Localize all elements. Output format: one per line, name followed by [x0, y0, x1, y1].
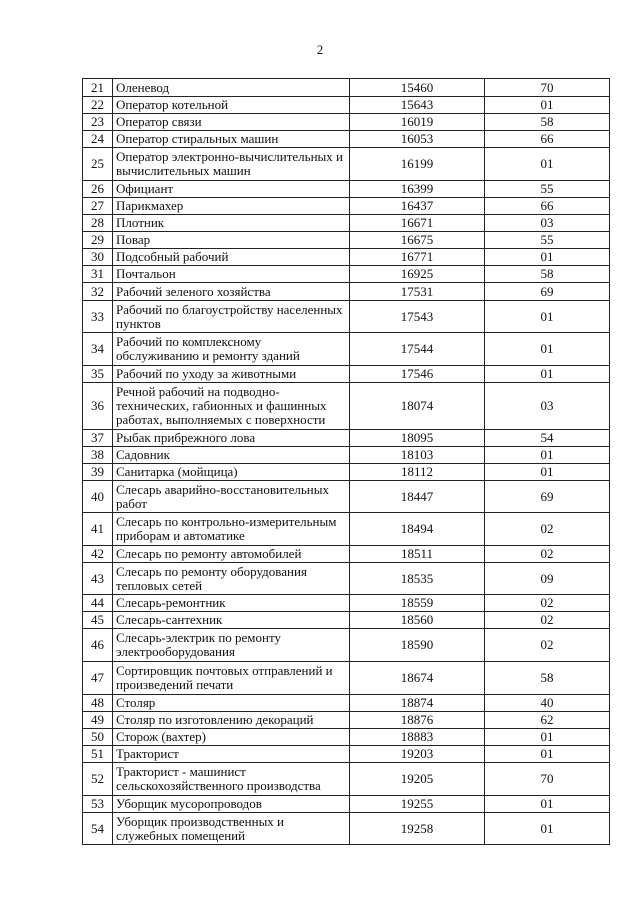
profession-name: Слесарь-ремонтник	[113, 595, 350, 612]
profession-name: Слесарь по контрольно-измерительным приборам и автоматике	[113, 513, 350, 546]
row-number: 23	[83, 114, 113, 131]
group-code: 02	[485, 546, 610, 563]
profession-name: Официант	[113, 181, 350, 198]
table-row	[83, 283, 610, 301]
table-row	[83, 181, 610, 198]
profession-code: 16399	[350, 181, 485, 198]
table-row	[83, 763, 610, 796]
profession-code: 16437	[350, 198, 485, 215]
row-number: 40	[83, 481, 113, 513]
table-row	[83, 464, 610, 481]
row-number: 47	[83, 662, 113, 695]
profession-name: Плотник	[113, 215, 350, 232]
row-number: 37	[83, 430, 113, 447]
table-row	[83, 629, 610, 662]
profession-code: 18535	[350, 563, 485, 595]
profession-code: 19258	[350, 813, 485, 845]
group-code: 69	[485, 481, 610, 513]
profession-name: Рабочий по уходу за животными	[113, 366, 350, 383]
table-row	[83, 301, 610, 333]
profession-code: 18112	[350, 464, 485, 481]
table-row	[83, 232, 610, 249]
profession-code: 16675	[350, 232, 485, 249]
group-code: 01	[485, 366, 610, 383]
table-row	[83, 215, 610, 232]
group-code: 66	[485, 131, 610, 148]
profession-name: Рабочий зеленого хозяйства	[113, 283, 350, 301]
group-code: 09	[485, 563, 610, 595]
profession-name: Оператор электронно-вычислительных и вычислительных машин	[113, 148, 350, 181]
group-code: 01	[485, 249, 610, 266]
row-number: 41	[83, 513, 113, 546]
table-row	[83, 366, 610, 383]
row-number: 26	[83, 181, 113, 198]
profession-code: 17544	[350, 333, 485, 366]
table-row	[83, 79, 610, 97]
group-code: 01	[485, 729, 610, 746]
group-code: 02	[485, 595, 610, 612]
profession-name: Рабочий по комплексному обслуживанию и ремонту зданий	[113, 333, 350, 366]
profession-code: 18560	[350, 612, 485, 629]
profession-code: 17546	[350, 366, 485, 383]
group-code: 55	[485, 181, 610, 198]
row-number: 45	[83, 612, 113, 629]
row-number: 54	[83, 813, 113, 845]
group-code: 62	[485, 712, 610, 729]
table-row	[83, 595, 610, 612]
group-code: 01	[485, 447, 610, 464]
row-number: 30	[83, 249, 113, 266]
row-number: 39	[83, 464, 113, 481]
group-code: 70	[485, 763, 610, 796]
row-number: 48	[83, 695, 113, 712]
group-code: 58	[485, 114, 610, 131]
row-number: 33	[83, 301, 113, 333]
table-row	[83, 712, 610, 729]
profession-name: Садовник	[113, 447, 350, 464]
profession-code: 18559	[350, 595, 485, 612]
profession-name: Подсобный рабочий	[113, 249, 350, 266]
profession-code: 16771	[350, 249, 485, 266]
group-code: 02	[485, 513, 610, 546]
group-code: 55	[485, 232, 610, 249]
profession-name: Сортировщик почтовых отправлений и произведений печати	[113, 662, 350, 695]
group-code: 01	[485, 301, 610, 333]
row-number: 35	[83, 366, 113, 383]
row-number: 51	[83, 746, 113, 763]
profession-code: 18447	[350, 481, 485, 513]
profession-name: Оператор котельной	[113, 97, 350, 114]
row-number: 53	[83, 796, 113, 813]
profession-code: 19255	[350, 796, 485, 813]
profession-name: Рыбак прибрежного лова	[113, 430, 350, 447]
row-number: 21	[83, 79, 113, 97]
professions-table-body	[83, 79, 610, 845]
group-code: 01	[485, 796, 610, 813]
group-code: 40	[485, 695, 610, 712]
row-number: 44	[83, 595, 113, 612]
group-code: 54	[485, 430, 610, 447]
profession-name: Слесарь по ремонту оборудования тепловых сетей	[113, 563, 350, 595]
row-number: 49	[83, 712, 113, 729]
row-number: 22	[83, 97, 113, 114]
profession-code: 18876	[350, 712, 485, 729]
group-code: 01	[485, 333, 610, 366]
row-number: 29	[83, 232, 113, 249]
profession-name: Столяр	[113, 695, 350, 712]
profession-code: 19203	[350, 746, 485, 763]
group-code: 03	[485, 383, 610, 430]
profession-code: 18883	[350, 729, 485, 746]
row-number: 31	[83, 266, 113, 283]
profession-name: Парикмахер	[113, 198, 350, 215]
profession-code: 16925	[350, 266, 485, 283]
table-row	[83, 430, 610, 447]
profession-name: Санитарка (мойщица)	[113, 464, 350, 481]
group-code: 03	[485, 215, 610, 232]
profession-code: 18674	[350, 662, 485, 695]
profession-code: 16019	[350, 114, 485, 131]
profession-code: 16053	[350, 131, 485, 148]
group-code: 01	[485, 148, 610, 181]
profession-code: 18074	[350, 383, 485, 430]
profession-code: 17543	[350, 301, 485, 333]
profession-name: Оленевод	[113, 79, 350, 97]
row-number: 46	[83, 629, 113, 662]
table-row	[83, 662, 610, 695]
table-row	[83, 148, 610, 181]
table-row	[83, 333, 610, 366]
row-number: 32	[83, 283, 113, 301]
profession-name: Столяр по изготовлению декораций	[113, 712, 350, 729]
profession-name: Оператор связи	[113, 114, 350, 131]
table-row	[83, 612, 610, 629]
group-code: 02	[485, 629, 610, 662]
professions-table	[82, 78, 610, 845]
table-row	[83, 383, 610, 430]
profession-name: Слесарь-сантехник	[113, 612, 350, 629]
profession-name: Уборщик производственных и служебных помещений	[113, 813, 350, 845]
row-number: 27	[83, 198, 113, 215]
row-number: 38	[83, 447, 113, 464]
profession-code: 18103	[350, 447, 485, 464]
row-number: 25	[83, 148, 113, 181]
profession-code: 15460	[350, 79, 485, 97]
table-row	[83, 97, 610, 114]
row-number: 28	[83, 215, 113, 232]
profession-code: 17531	[350, 283, 485, 301]
profession-name: Уборщик мусоропроводов	[113, 796, 350, 813]
group-code: 58	[485, 662, 610, 695]
profession-code: 18874	[350, 695, 485, 712]
profession-name: Оператор стиральных машин	[113, 131, 350, 148]
table-row	[83, 746, 610, 763]
profession-code: 16199	[350, 148, 485, 181]
row-number: 43	[83, 563, 113, 595]
table-row	[83, 198, 610, 215]
profession-code: 18494	[350, 513, 485, 546]
profession-name: Слесарь аварийно-восстановительных работ	[113, 481, 350, 513]
table-row	[83, 729, 610, 746]
profession-code: 16671	[350, 215, 485, 232]
table-row	[83, 131, 610, 148]
table-row	[83, 266, 610, 283]
group-code: 01	[485, 746, 610, 763]
group-code: 58	[485, 266, 610, 283]
table-row	[83, 481, 610, 513]
profession-name: Тракторист	[113, 746, 350, 763]
table-row	[83, 546, 610, 563]
profession-name: Повар	[113, 232, 350, 249]
table-row	[83, 796, 610, 813]
table-row	[83, 563, 610, 595]
profession-code: 18590	[350, 629, 485, 662]
profession-name: Сторож (вахтер)	[113, 729, 350, 746]
profession-name: Слесарь по ремонту автомобилей	[113, 546, 350, 563]
profession-name: Почтальон	[113, 266, 350, 283]
profession-code: 18511	[350, 546, 485, 563]
row-number: 34	[83, 333, 113, 366]
row-number: 42	[83, 546, 113, 563]
row-number: 24	[83, 131, 113, 148]
group-code: 70	[485, 79, 610, 97]
table-row	[83, 447, 610, 464]
group-code: 01	[485, 97, 610, 114]
table-row	[83, 813, 610, 845]
table-row	[83, 513, 610, 546]
table-row	[83, 249, 610, 266]
row-number: 50	[83, 729, 113, 746]
profession-name: Слесарь-электрик по ремонту электрооборудования	[113, 629, 350, 662]
profession-name: Рабочий по благоустройству населенных пунктов	[113, 301, 350, 333]
profession-code: 15643	[350, 97, 485, 114]
group-code: 01	[485, 464, 610, 481]
page-number: 2	[316, 42, 324, 57]
group-code: 01	[485, 813, 610, 845]
profession-code: 19205	[350, 763, 485, 796]
group-code: 69	[485, 283, 610, 301]
profession-code: 18095	[350, 430, 485, 447]
table-row	[83, 114, 610, 131]
profession-name: Речной рабочий на подводно-технических, габионных и фашинных работах, выполняемых с поверхности	[113, 383, 350, 430]
row-number: 52	[83, 763, 113, 796]
row-number: 36	[83, 383, 113, 430]
table-row	[83, 695, 610, 712]
profession-name: Тракторист - машинист сельскохозяйственного производства	[113, 763, 350, 796]
group-code: 66	[485, 198, 610, 215]
group-code: 02	[485, 612, 610, 629]
